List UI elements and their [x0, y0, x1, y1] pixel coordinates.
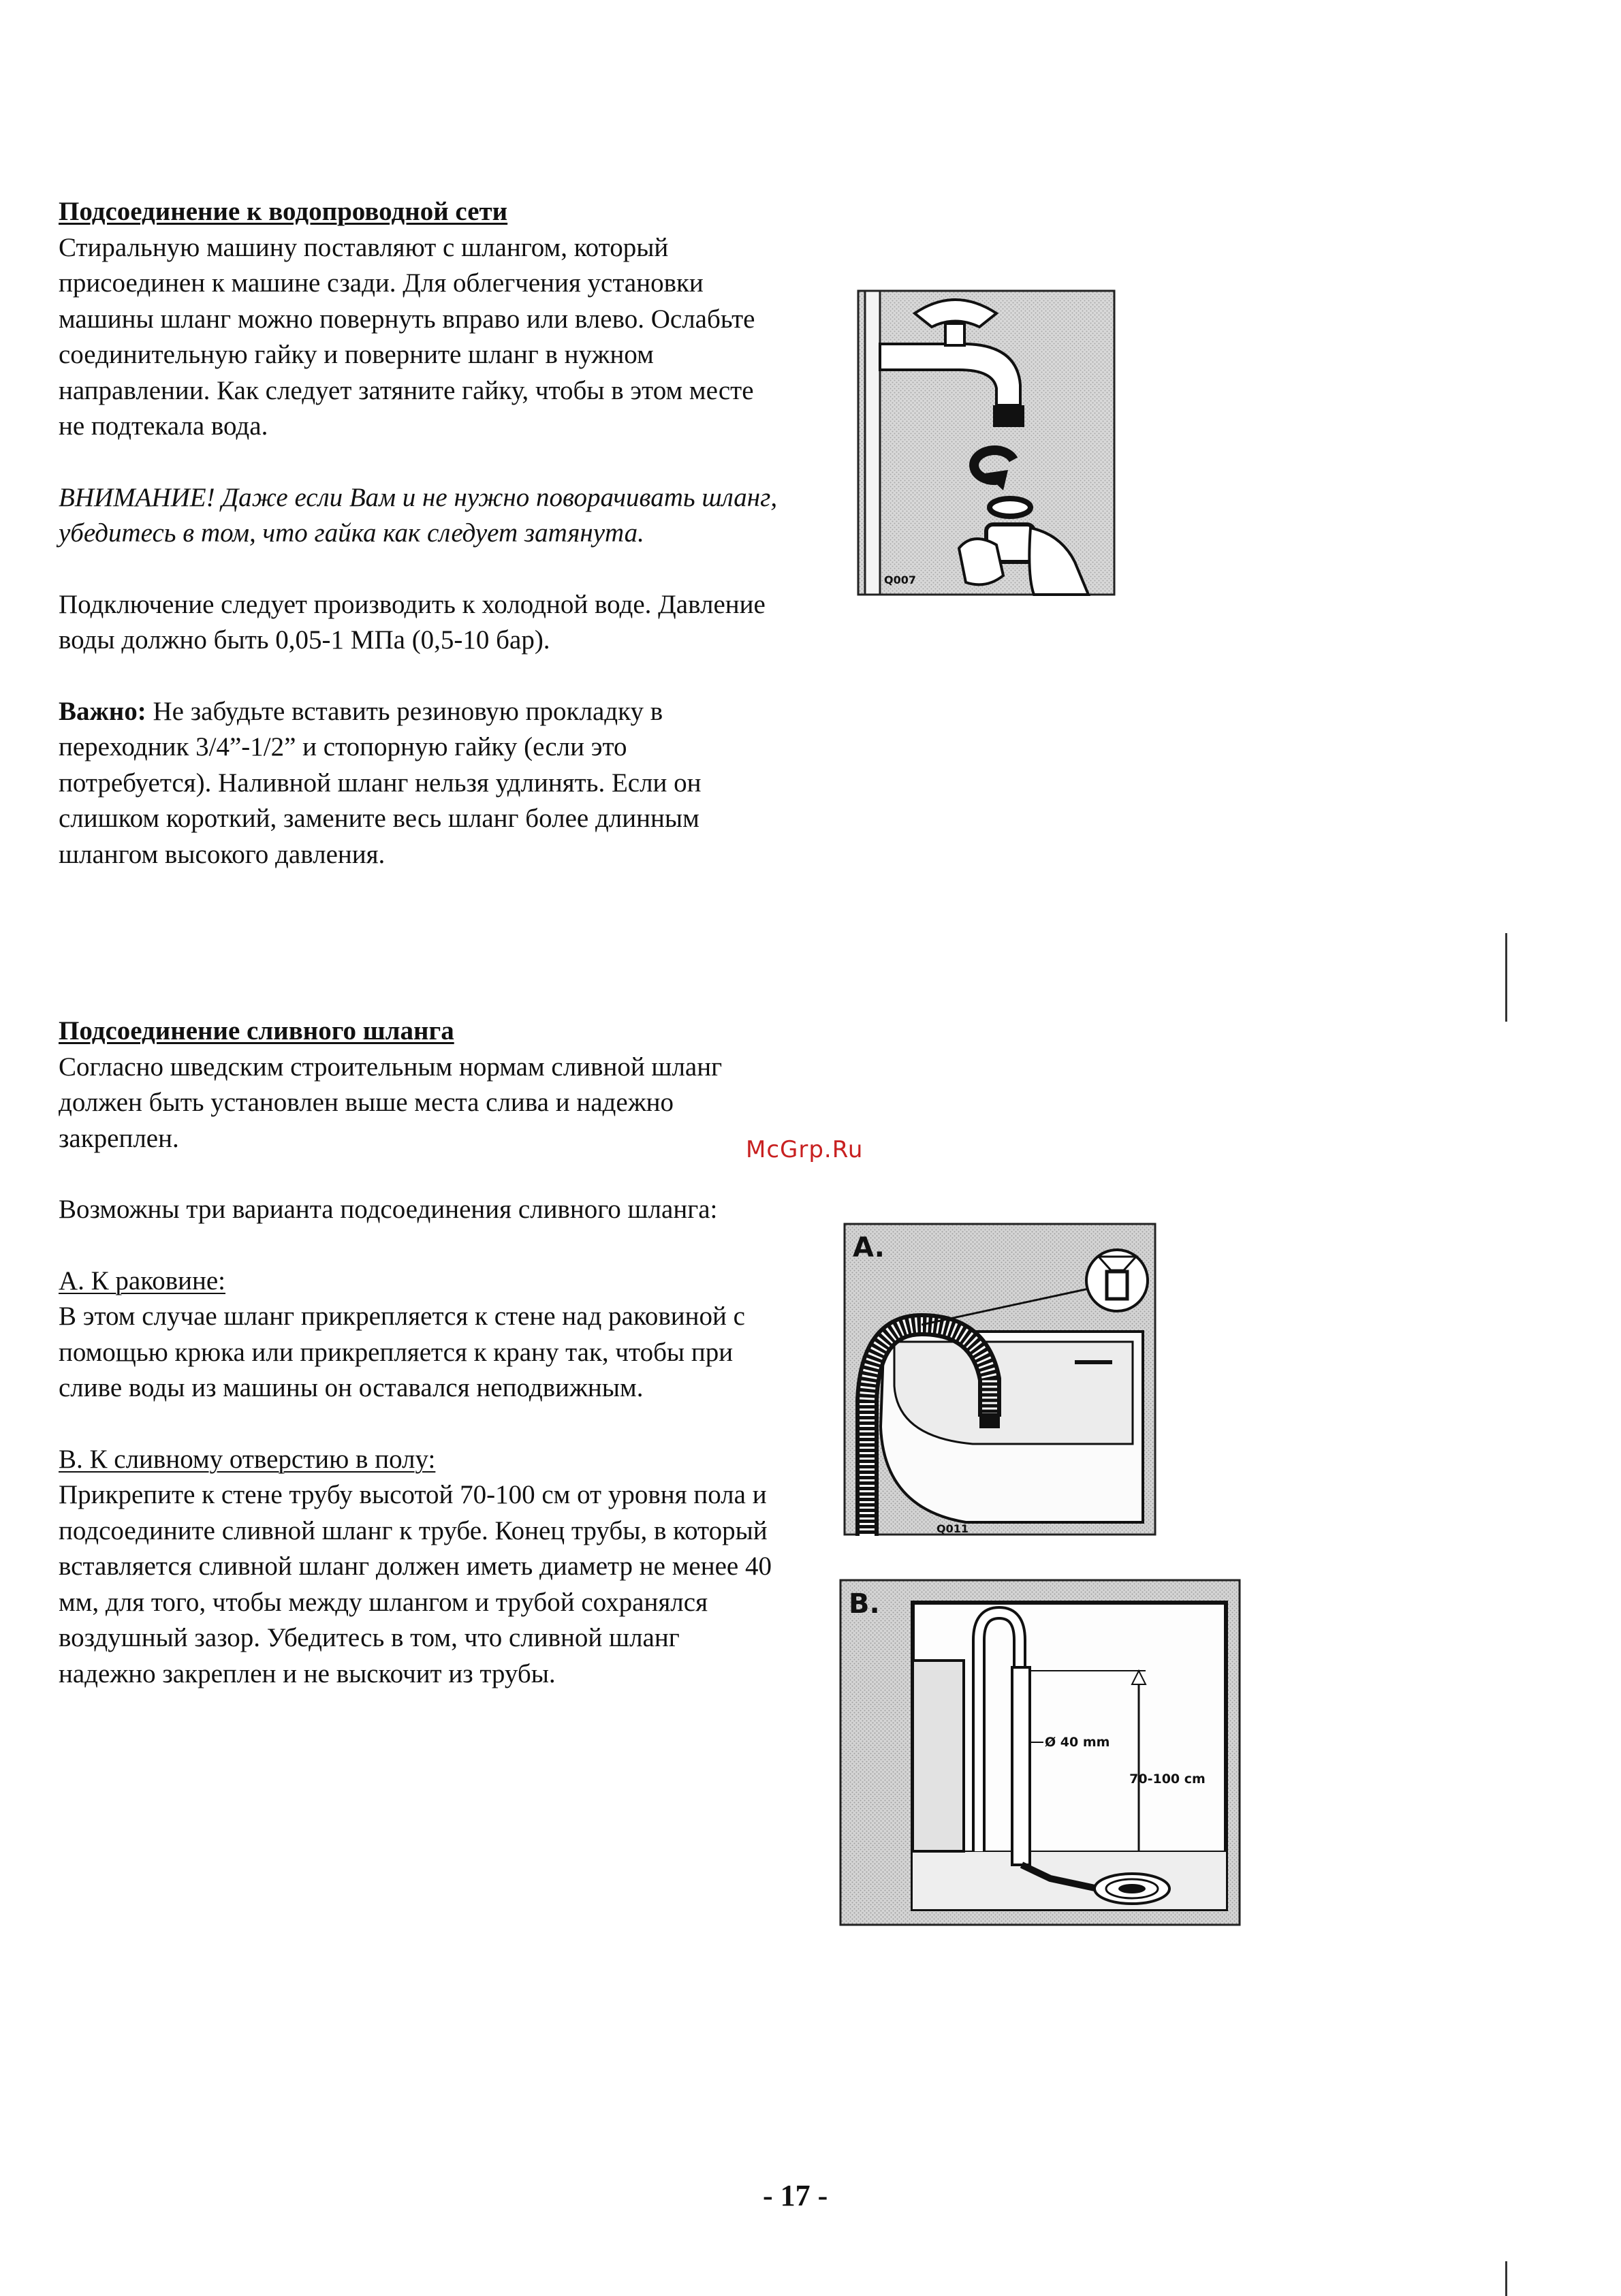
- figure-code: Q011: [937, 1522, 969, 1535]
- scan-edge-mark: [1505, 2261, 1507, 2296]
- floor-drain-figure: [839, 1579, 1241, 1926]
- wall: [865, 291, 880, 595]
- paragraph: Подключение следует производить к холодной воде. Давление воды должно быть 0,05-1 МПа (0,5-10 бар).: [59, 589, 766, 655]
- important-text: Не забудьте вставить резиновую прокладку в переходник 3/4”-1/2” и стопорную гайку (если это потребуется). Наливной шланг нельзя удлинять. Если он слишком короткий, замените весь шланг более длинным шлангом высокого давления.: [59, 696, 702, 869]
- figure-label: A.: [853, 1232, 885, 1263]
- sink-drain-figure: [843, 1223, 1156, 1536]
- option-b-text: Прикрепите к стене трубу высотой 70-100 см от уровня пола и подсоедините сливной шланг к трубе. Конец трубы, в который вставляется сливной шланг должен иметь диаметр не менее 40 мм, для того, чтобы между шлангом и трубой сохранялся воздушный зазор. Убедитесь в том, что сливной шланг надежно закреплен и не выскочит из трубы.: [59, 1480, 772, 1688]
- section-drain-hose: [59, 1013, 781, 1692]
- section-heading: Подсоединение сливного шланга: [59, 1016, 454, 1045]
- option-b-title: В. К сливному отверстию в полу:: [59, 1444, 436, 1474]
- height-label: 70-100 cm: [1129, 1772, 1206, 1787]
- paragraph: Стиральную машину поставляют с шлангом, который присоединен к машине сзади. Для облегчения установки машины шланг можно повернуть вправо или влево. Ослабьте соединительную гайку и поверните шланг в нужном направлении. Как следует затяните гайку, чтобы в этом месте не подтекала вода.: [59, 232, 755, 441]
- figure-label: B.: [849, 1588, 880, 1620]
- option-a-text: В этом случае шланг прикрепляется к стене над раковиной с помощью крюка или прикрепляется к крану так, чтобы при сливе воды из машины он оставался неподвижным.: [59, 1302, 745, 1402]
- paragraph: Согласно шведским строительным нормам сливной шланг должен быть установлен выше места слива и надежно закреплен.: [59, 1052, 723, 1153]
- washing-machine-icon: [913, 1661, 964, 1851]
- warning-text: ВНИМАНИЕ! Даже если Вам и не нужно поворачивать шланг, убедитесь в том, что гайка как следует затянута.: [59, 482, 778, 548]
- hand-icon: [959, 539, 1003, 584]
- page-number: - 17 -: [763, 2179, 828, 2212]
- diameter-label: Ø 40 mm: [1045, 1735, 1110, 1750]
- paragraph: Возможны три варианта подсоединения сливного шланга:: [59, 1195, 718, 1224]
- important-paragraph: [59, 694, 781, 873]
- important-label: Важно:: [59, 696, 146, 726]
- section-water-supply: [59, 194, 781, 872]
- gasket-icon: [990, 499, 1030, 516]
- watermark: McGrp.Ru: [746, 1136, 864, 1163]
- section-heading: Подсоединение к водопроводной сети: [59, 197, 508, 226]
- figure-code: Q007: [884, 573, 916, 586]
- tap-connection-figure: [857, 289, 1116, 596]
- standpipe-icon: [1012, 1667, 1030, 1865]
- option-a-title: А. К раковине:: [59, 1265, 226, 1295]
- scan-edge-mark: [1505, 933, 1507, 1022]
